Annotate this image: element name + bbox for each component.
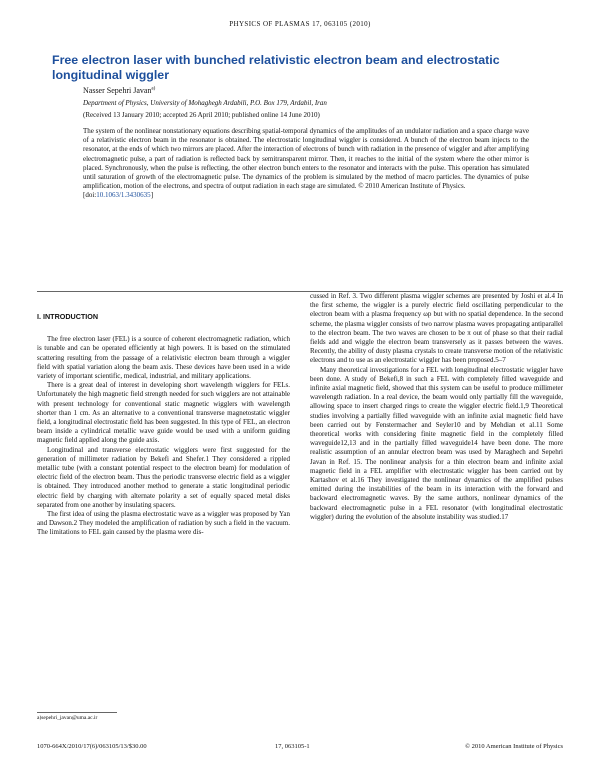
paragraph: The free electron laser (FEL) is a source of coherent electromagnetic radiation, which is tunable and can be operated efficiently at high powers. It is based on the stimulated scattering resulting from the passage of a relativistic electron beam through a wiggler field with spatial variation along the beam axis. These devices have been used in a wide variety of important scientific, medical, industrial, and military applications. bbox=[37, 335, 290, 381]
abstract bbox=[83, 127, 529, 201]
author-footnote-mark[interactable]: a) bbox=[151, 86, 156, 92]
footnote-divider bbox=[37, 712, 117, 713]
article-title: Free electron laser with bunched relativistic electron beam and electrostatic longitudinal wiggler bbox=[52, 53, 500, 82]
footer-page: 17, 063105-1 bbox=[275, 743, 310, 750]
doi-open: [doi: bbox=[83, 191, 97, 200]
footer-issn: 1070-664X/2010/17(6)/063105/13/$30.00 bbox=[37, 743, 147, 750]
right-column bbox=[310, 292, 563, 522]
section-heading: I. INTRODUCTION bbox=[37, 312, 99, 321]
paragraph: Many theoretical investigations for a FEL with longitudinal electrostatic wiggler have been done. A study of Bekefi,8 in such a FEL with completely filled waveguide and infinite axial magnetic field, showed that this system can be useful to produce millimeter wavelength radiation. In a real device, the beam would only partially fill the waveguide, allowing space to insert charged rings to create the wiggler electric field.1,9 Theoretical studies involving a partially filled waveguide with an infinite axial magnetic field have been carried out by Fenstermacher and Seyler10 and by Mehdian et al.11 Some theoretical works with considering finite magnetic field in the completely filled waveguide12,13 and in the partially filled waveguide14 have been done. The more realistic assumption of an annular electron beam was used by Maraghech and Sepehri Javan in Ref. 15. The nonlinear analysis for a thin electron beam and infinite axial magnetic field in a FEL amplifier with electrostatic wiggler has been carried out by Kartashov et al.16 They investigated the nonlinear dynamics of the amplified pulses emitted during the instabilities of the beam in its interaction with the forward and backward electromagnetic waves. By the same authors, nonlinear dynamics of the backward electromagnetic pulse in a FEL resonator (with longitudinal electrostatic wiggler) during the evolution of the absolute instability was studied.17 bbox=[310, 365, 563, 521]
author bbox=[83, 86, 155, 95]
paragraph: cussed in Ref. 3. Two different plasma wiggler schemes are presented by Joshi et al.4 In the first scheme, the wiggler is a purely electric field oscillating perpendicular to the electron beam with a plasma frequency ωp but with no spatial dependence. In the second scheme, the plasma wiggler consists of two narrow plasma waves propagating antiparallel to the electron beam. The two waves are chosen to be π out of phase so that their radial fields add and wiggle the electron beam transversely as it passes between the waves. Recently, the ability of dusty plasma crystals to create transverse motion of the relativistic electrons and to use as an electrostatic wiggler has been proposed.5–7 bbox=[310, 292, 563, 365]
paragraph: The first idea of using the plasma electrostatic wave as a wiggler was proposed by Yan and Dawson.2 They modeled the amplification of radiation by such a field in the vacuum. The limitations to FEL gain caused by the plasma were dis- bbox=[37, 510, 290, 537]
author-name: Nasser Sepehri Javan bbox=[83, 86, 152, 95]
affiliation: Department of Physics, University of Mohaghegh Ardabili, P.O. Box 179, Ardabil, Iran bbox=[83, 99, 327, 107]
doi-close: ] bbox=[150, 191, 154, 200]
paragraph: There is a great deal of interest in developing short wavelength wigglers for FELs. Unfortunately the high magnetic field strength needed for such wigglers are not attainable with present technology for conventional static magnetic wigglers with wavelength shorter than 1 cm. As an alternative to a conventional transverse magnetostatic wiggler field, a longitudinal electrostatic field has been suggested. In this type of FEL, an electron beam inside a cylindrical metallic wave guide would be used with a uniform guiding magnetic field applied along the guide axis. bbox=[37, 381, 290, 445]
journal-header: PHYSICS OF PLASMAS 17, 063105 (2010) bbox=[229, 20, 371, 28]
left-column bbox=[37, 312, 290, 538]
doi-link[interactable]: 10.1063/1.3430635 bbox=[96, 191, 151, 200]
paragraph: Longitudinal and transverse electrostatic wigglers were first suggested for the generation of millimeter radiation by Bekefi and Shefer.1 They considered a rippled metallic tube (with a constant potential respect to the electron beam) for modulation of electric field of the electron beam. Thus the periodic transverse electric field as a wiggler is obtained. They introduced another method to generate a static longitudinal periodic electric field by charging with alternate polarity a set of equally spaced metal disks separated from one another by insulating spacers. bbox=[37, 445, 290, 509]
received-dates: (Received 13 January 2010; accepted 26 April 2010; published online 14 June 2010) bbox=[83, 111, 320, 119]
abstract-text: The system of the nonlinear nonstationary equations describing spatial-temporal dynamics of the amplitudes of an undulator radiation and a space charge wave of a relativistic electron beam in the resonator is obtained. The electrostatic longitudinal wiggler is considered. A bunch of the electron beam injects to the resonator, at the ends of which two mirrors are placed. After the interaction of electrons of bunch with radiation in the presence of wiggler and after amplifying electromagnetic pulse, a part of radiation is reflected back by semitransparent mirror. Then, it reaches to the initial of the system where the other mirror is placed. Synchronously, when the pulse is reflecting, the other electron bunch enters to the resonator and interacts with the pulse. This operation has simulated until saturation of growth of the electromagnetic pulse. The dynamics of the problem is simulated by the method of macro particles. The dynamics of pulse amplification, motion of the electrons, and spectra of output radiation in each stage are simulated. © 2010 American Institute of Physics. bbox=[83, 127, 529, 191]
footer-copyright: © 2010 American Institute of Physics bbox=[465, 743, 563, 750]
author-email-footnote[interactable]: a)sepehri_javan@uma.ac.ir bbox=[37, 715, 98, 721]
